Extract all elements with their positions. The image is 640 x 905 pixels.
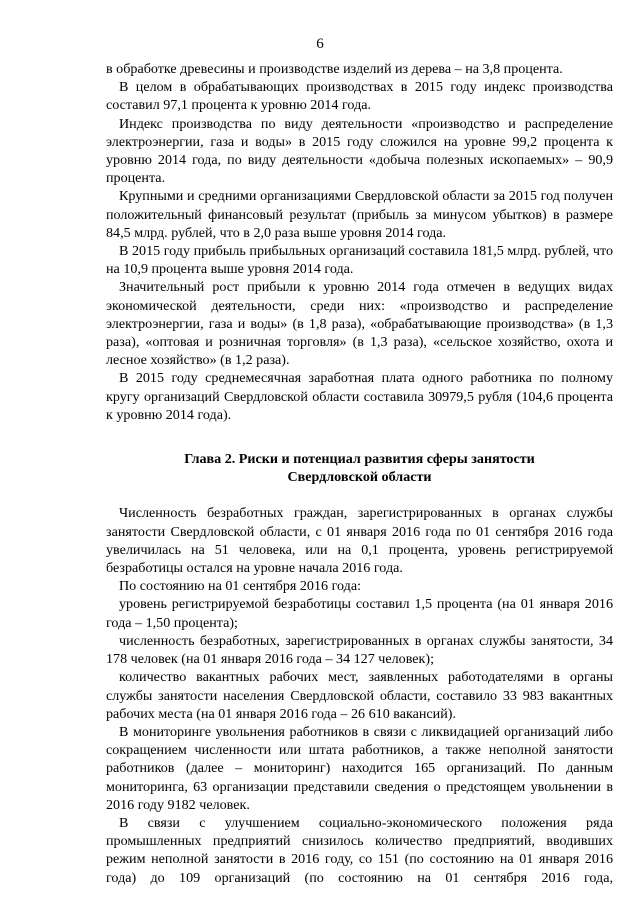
list-item: количество вакантных рабочих мест, заявленных работодателями в органы службы занятости населения Свердловской области, составило 33 983 вакантных рабочих места (на 01 января 2016 года – 26 610 вакансий). [106, 669, 613, 722]
paragraph: В 2015 году среднемесячная заработная плата одного работника по полному кругу организаций Свердловской области составила 30979,5 рубля (104,6 процента к уровню 2014 года). [106, 370, 613, 423]
list-item: уровень регистрируемой безработицы составил 1,5 процента (на 01 января 2016 года – 1,50 процента); [106, 596, 613, 631]
list-item: численность безработных, зарегистрированных в органах службы занятости, 34 178 человек (на 01 января 2016 года – 34 127 человек); [106, 632, 613, 668]
paragraph: В мониторинге увольнения работников в связи с ликвидацией организаций либо сокращением численности или штата работников, а также неполной занятости работников (далее – мониторинг) находится 165 организаций. По данным мониторинга, 63 организации представили сведения о предстоящем увольнении в 2016 году 9182 человек. [106, 723, 613, 813]
paragraph: В 2015 году прибыль прибыльных организаций составила 181,5 млрд. рублей, что на 10,9 процента выше уровня 2014 года. [106, 243, 613, 278]
document-body [106, 60, 613, 887]
paragraph: По состоянию на 01 сентября 2016 года: [119, 578, 361, 595]
page-number: 6 [316, 36, 324, 52]
chapter-heading [106, 450, 613, 486]
paragraph: в обработке древесины и производстве изделий из дерева – на 3,8 процента. [106, 61, 563, 77]
chapter-title-line: Свердловской области [287, 469, 432, 486]
paragraph: Индекс производства по виду деятельности «производство и распределение электроэнергии, газа и воды» в 2015 году сложился на уровне 99,2 процента к уровню 2014 года, по виду деятельности «добыча полезных ископаемых» – 90,9 процента. [106, 115, 613, 187]
paragraph: Значительный рост прибыли к уровню 2014 года отмечен в ведущих видах экономической деятельности, среди них: «производство и распределение электроэнергии, газа и воды» (в 1,8 раза), «обрабатывающие производства» (в 1,3 раза), «оптовая и розничная торговля» (в 1,3 раза), «сельское хозяйство, охота и лесное хозяйство» (в 1,2 раза). [106, 279, 613, 369]
paragraph: В целом в обрабатывающих производствах в 2015 году индекс производства составил 97,1 процента к уровню 2014 года. [106, 79, 613, 114]
paragraph: Крупными и средними организациями Свердловской области за 2015 год получен положительный финансовый результат (прибыль за минусом убытков) в размере 84,5 млрд. рублей, что в 2,0 раза выше уровня 2014 года. [106, 188, 613, 241]
chapter-title-line: Глава 2. Риски и потенциал развития сферы занятости [184, 451, 535, 468]
paragraph: В связи с улучшением социально-экономического положения ряда промышленных предприятий снизилось количество предприятий, вводивших режим неполной занятости в 2016 году, со 151 (по состоянию на 01 января 2016 года) до 109 организаций (по состоянию на 01 сентября 2016 года, [106, 814, 613, 886]
paragraph: Численность безработных граждан, зарегистрированных в органах службы занятости Свердловской области, с 01 января 2016 года по 01 сентября 2016 года увеличилась на 51 человека, или на 0,1 процента, уровень регистрируемой безработицы остался на уровне начала 2016 года. [106, 505, 613, 577]
